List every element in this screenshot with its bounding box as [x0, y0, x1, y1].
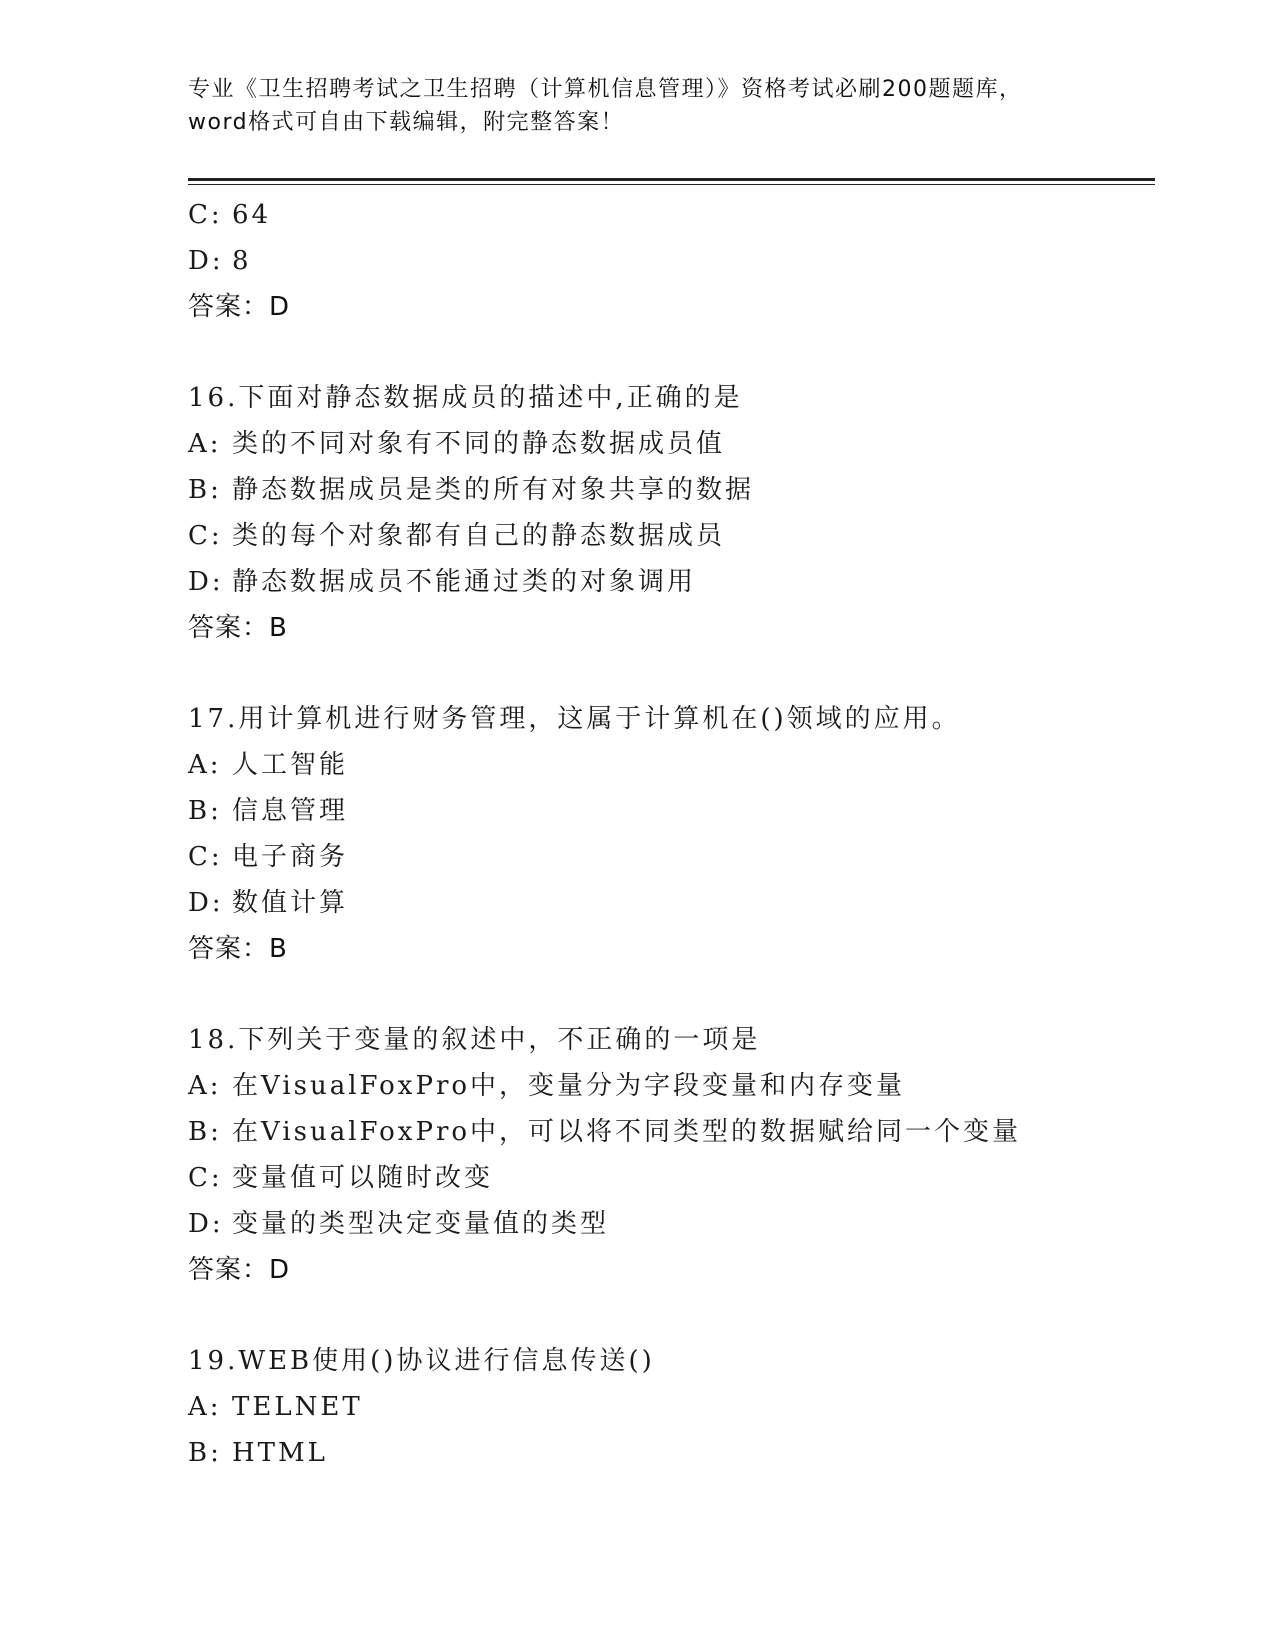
option-label: B:: [188, 1438, 222, 1468]
question-stem: 16.下面对静态数据成员的描述中,正确的是: [188, 383, 743, 413]
question-stem: 19.WEB使用()协议进行信息传送(): [188, 1346, 655, 1376]
answer-line: 答案：D: [188, 292, 291, 322]
option-b: [188, 788, 1148, 834]
option-text: 人工智能: [232, 750, 349, 780]
option-a: [188, 742, 1148, 788]
option-a: [188, 1384, 1148, 1430]
option-text: 静态数据成员是类的所有对象共享的数据: [232, 475, 755, 505]
question-stem: 18.下列关于变量的叙述中，不正确的一项是: [188, 1025, 761, 1055]
option-c: [188, 513, 1148, 559]
option-d: [188, 1201, 1148, 1247]
question-stem: 17.用计算机进行财务管理，这属于计算机在()领域的应用。: [188, 704, 961, 734]
option-text: TELNET: [232, 1392, 363, 1422]
option-text: 变量值可以随时改变: [232, 1163, 494, 1193]
option-text: 在VisualFoxPro中，可以将不同类型的数据赋给同一个变量: [232, 1117, 1022, 1147]
option-label: C:: [188, 1163, 223, 1193]
header-divider-thin: [188, 184, 1155, 185]
option-text: 电子商务: [232, 842, 349, 872]
option-label: C:: [188, 842, 223, 872]
question-list: [188, 192, 1148, 1476]
question-continued: [188, 192, 1148, 330]
option-b: [188, 1430, 1148, 1476]
option-a: [188, 421, 1148, 467]
option-label: D:: [188, 567, 224, 597]
option-text: 静态数据成员不能通过类的对象调用: [232, 567, 697, 597]
answer-line: 答案：B: [188, 934, 288, 964]
option-text: 类的不同对象有不同的静态数据成员值: [232, 429, 726, 459]
option-text: 类的每个对象都有自己的静态数据成员: [232, 521, 726, 551]
option-d: [188, 238, 1148, 284]
option-label: A:: [188, 1071, 222, 1101]
question-18: [188, 1017, 1148, 1293]
option-label: C:: [188, 200, 223, 230]
option-text: HTML: [232, 1438, 328, 1468]
question-16: [188, 375, 1148, 651]
option-text: 变量的类型决定变量值的类型: [232, 1209, 610, 1239]
option-text: 64: [232, 200, 272, 230]
option-label: D:: [188, 246, 224, 276]
option-label: B:: [188, 796, 222, 826]
option-label: A:: [188, 750, 222, 780]
option-text: 信息管理: [232, 796, 349, 826]
option-label: D:: [188, 1209, 224, 1239]
option-c: [188, 834, 1148, 880]
option-d: [188, 559, 1148, 605]
question-19: [188, 1338, 1148, 1476]
option-b: [188, 1109, 1148, 1155]
option-c: [188, 192, 1148, 238]
option-label: C:: [188, 521, 223, 551]
option-text: 8: [232, 246, 252, 276]
option-label: A:: [188, 1392, 222, 1422]
option-c: [188, 1155, 1148, 1201]
answer-line: 答案：B: [188, 613, 288, 643]
option-label: B:: [188, 1117, 222, 1147]
option-d: [188, 880, 1148, 926]
answer-line: 答案：D: [188, 1255, 291, 1285]
option-b: [188, 467, 1148, 513]
option-text: 数值计算: [232, 888, 349, 918]
question-17: [188, 696, 1148, 972]
option-text: 在VisualFoxPro中，变量分为字段变量和内存变量: [232, 1071, 906, 1101]
header-title-line-2: word格式可自由下载编辑，附完整答案！: [188, 110, 625, 135]
option-label: A:: [188, 429, 222, 459]
option-a: [188, 1063, 1148, 1109]
option-label: B:: [188, 475, 222, 505]
option-label: D:: [188, 888, 224, 918]
document-header: [188, 73, 1088, 139]
header-divider-thick: [188, 178, 1155, 181]
header-title-line-1: 专业《卫生招聘考试之卫生招聘（计算机信息管理）》资格考试必刷200题题库，: [188, 77, 1023, 102]
